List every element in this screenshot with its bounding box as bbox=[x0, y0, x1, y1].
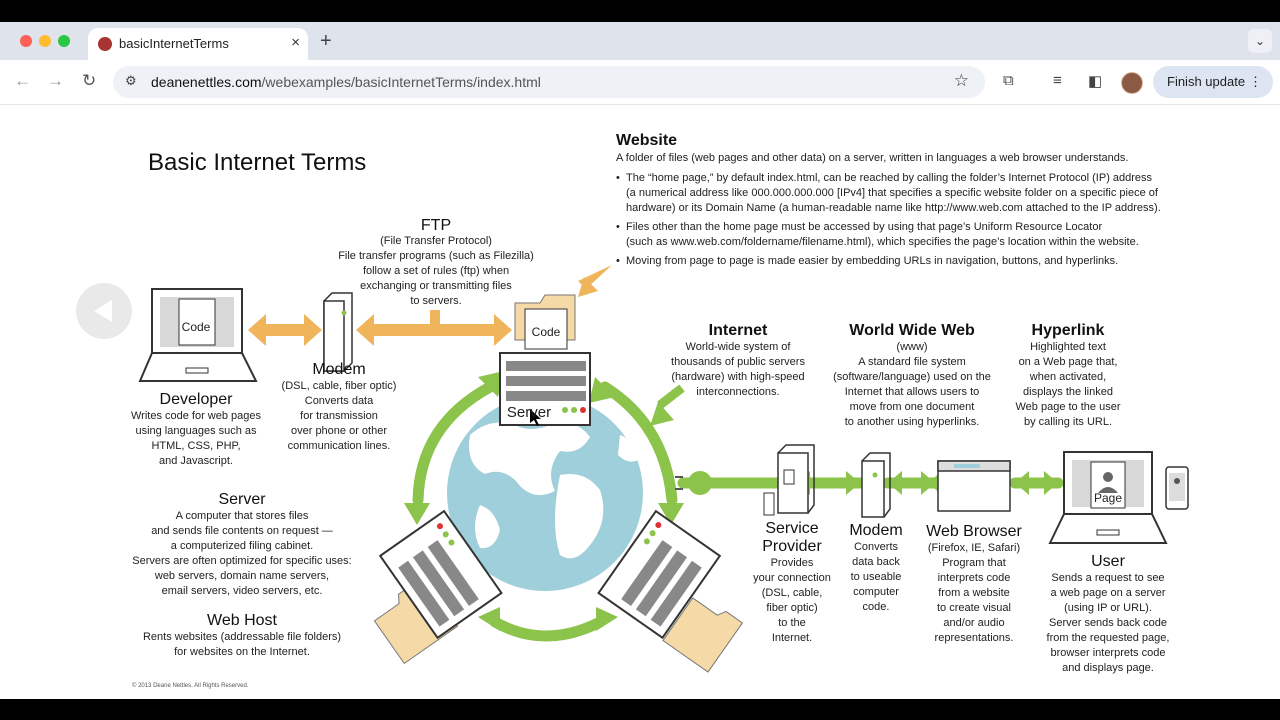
isp-line: fiber optic) bbox=[766, 602, 818, 614]
website-desc: A folder of files (web pages and other data) on a server, written in languages a web browser understands. bbox=[616, 152, 1129, 164]
hyperlink-line: on a Web page that, bbox=[1018, 356, 1118, 368]
modem-right-line: Converts bbox=[853, 541, 899, 553]
server-label: Server bbox=[506, 404, 552, 421]
site-settings-icon[interactable]: ⚙ bbox=[125, 73, 137, 88]
www-title: World Wide Web bbox=[849, 322, 975, 339]
previous-slide-button[interactable] bbox=[76, 283, 132, 339]
hyperlink-line: Web page to the user bbox=[1015, 401, 1121, 413]
url-text[interactable] bbox=[151, 74, 541, 90]
internet-line: (hardware) with high-speed bbox=[671, 371, 805, 383]
browser-line: and/or audio bbox=[943, 617, 1005, 629]
back-icon[interactable]: ← bbox=[14, 71, 31, 90]
www-line: to another using hyperlinks. bbox=[844, 416, 980, 428]
user-line: a web page on a server bbox=[1050, 587, 1166, 599]
developer-line: HTML, CSS, PHP, bbox=[151, 440, 241, 452]
browser-line: to create visual bbox=[937, 602, 1011, 614]
modem-left-line: Converts data bbox=[304, 395, 374, 407]
developer-title: Developer bbox=[159, 391, 233, 408]
tab-title: basicInternetTerms bbox=[119, 36, 229, 51]
tab-close-icon[interactable]: × bbox=[291, 34, 300, 51]
reload-icon[interactable]: ↻ bbox=[82, 71, 97, 90]
isp-line: Internet. bbox=[771, 632, 813, 644]
isp-title: Service bbox=[765, 520, 819, 537]
www-line: move from one document bbox=[849, 401, 975, 413]
page-label: Page bbox=[1093, 491, 1123, 505]
address-bar[interactable] bbox=[113, 66, 985, 98]
server-line: Servers are often optimized for specific uses: bbox=[132, 555, 352, 567]
close-window-dot[interactable] bbox=[20, 35, 32, 47]
browser-line: (Firefox, IE, Safari) bbox=[927, 542, 1021, 554]
url-host: deanenettles.com bbox=[151, 74, 262, 90]
reading-list-icon[interactable]: ≡ bbox=[1053, 72, 1062, 89]
internet-title: Internet bbox=[708, 322, 768, 339]
modem-left-title: Modem bbox=[312, 361, 366, 378]
internet-line: thousands of public servers bbox=[671, 356, 805, 368]
page-content: Basic Internet Terms Website A folder of files (web pages and other data) on a server, written in languages a web browser understands. • The “home page,” by default index.html, can be reached by calling the folder’s Internet Protocol (IP) address (a numerical address like 000.000.000.000 [IPv4] that specifies a specific website folder on a specific piece of hardware) or its Domain Name (a human-readable name like http://www.web.com attached to the IP address). • Files other than the home page must be accessed by using that page’s Uniform Resource Locator (such as www.web.com/foldername/filename.html), which specifies the page’s location within the website. • Moving from page to page is made easier by embedding URLs in navigation, buttons, and hyperlinks. FTP (File Transfer Protocol) File transfer programs (such as Filezilla) follow a set of rules (ftp) when exchanging or transmitting files to servers. Code Code Server Page Developer Writes code for web pages using languages such as HTML, CSS, PHP, and Javascript. Modem (DSL, cable, fiber optic) Converts data for transmission over phone or other communication lines. Server A computer that stores files and sends file contents on request — a computerized filing cabinet. Servers are often optimized for specific uses: web servers, domain name servers, email servers, video servers, etc. Web Host Rents websites (addressable file folders) for websites on the Internet. Internet World-wide system of thousands of public servers (hardware) with high-speed interconnections. World Wide Web (www) A standard file system (software/language) used on the Internet that allows users to move from one document to another using hyperlinks. Hyperlink Highlighted text on a Web page that, when activated, displays the linked Web page to the user by calling its URL. Service Provider Provides your connection (DSL, cable, fiber optic) to the Internet. Modem Converts data back to useable computer code. Web Browser (Firefox, IE, Safari) Program that interprets code from a website to create visual and/or audio representations. User Sends a request to see a web page on a server (using IP or URL). Server sends back code from the requested page, browser interprets code and displays page. © 2013 Deane Nettles. All Rights Reserved. bbox=[0, 105, 1280, 699]
bullet-line: (such as www.web.com/foldername/filename.html), which specifies the page’s location within the website. bbox=[626, 236, 1139, 248]
modem-left-line: for transmission bbox=[300, 410, 378, 422]
user-line: browser interprets code bbox=[1050, 647, 1166, 659]
server-line: web servers, domain name servers, bbox=[154, 570, 330, 582]
profile-avatar[interactable] bbox=[1121, 72, 1143, 94]
bullet-line: Moving from page to page is made easier by embedding URLs in navigation, buttons, and hyperlinks. bbox=[626, 255, 1119, 267]
browser-line: Program that bbox=[942, 557, 1006, 569]
tab-basic-internet-terms[interactable] bbox=[88, 28, 308, 60]
kebab-menu-icon[interactable]: ⋮ bbox=[1249, 74, 1262, 89]
website-title: Website bbox=[616, 132, 678, 149]
toolbar bbox=[0, 60, 1280, 105]
browser-title: Web Browser bbox=[926, 523, 1022, 540]
ftp-line: File transfer programs (such as Filezilla) bbox=[338, 250, 534, 262]
tab-search-dropdown-icon[interactable]: ⌄ bbox=[1248, 29, 1272, 53]
isp-line: Provides bbox=[770, 557, 814, 569]
code-label: Code bbox=[531, 325, 561, 339]
server-line: and sends file contents on request — bbox=[151, 525, 333, 537]
developer-line: using languages such as bbox=[135, 425, 257, 437]
ftp-title: FTP bbox=[420, 217, 452, 234]
ftp-line: to servers. bbox=[410, 295, 462, 307]
developer-line: Writes code for web pages bbox=[130, 410, 262, 422]
user-line: (using IP or URL). bbox=[1064, 602, 1152, 614]
previous-arrow-icon bbox=[76, 283, 132, 339]
modem-left-line: over phone or other bbox=[290, 425, 387, 437]
server-line: email servers, video servers, etc. bbox=[161, 585, 323, 597]
www-line: (www) bbox=[896, 341, 928, 353]
developer-line: and Javascript. bbox=[159, 455, 233, 467]
url-path: /webexamples/basicInternetTerms/index.html bbox=[261, 74, 541, 90]
isp-line: your connection bbox=[753, 572, 831, 584]
webhost-line: Rents websites (addressable file folders) bbox=[142, 631, 342, 643]
user-line: Server sends back code bbox=[1048, 617, 1167, 629]
modem-right-line: data back bbox=[852, 556, 900, 568]
hyperlink-line: Highlighted text bbox=[1030, 341, 1106, 353]
browser-line: interprets code bbox=[937, 572, 1011, 584]
developer-laptop-icon bbox=[140, 289, 256, 381]
copyright: © 2013 Deane Nettles. All Rights Reserved. bbox=[132, 683, 249, 689]
modem-right-line: code. bbox=[862, 601, 890, 613]
user-line: Sends a request to see bbox=[1051, 572, 1165, 584]
hyperlink-line: displays the linked bbox=[1023, 386, 1113, 398]
extensions-icon[interactable]: ⧉ bbox=[1003, 72, 1014, 89]
www-line: (software/language) used on the bbox=[833, 371, 991, 383]
browser-line: from a website bbox=[938, 587, 1010, 599]
modem-left-line: communication lines. bbox=[287, 440, 391, 452]
forward-icon[interactable]: → bbox=[47, 71, 64, 90]
bullet-line: Files other than the home page must be accessed by using that page’s Uniform Resource Locator bbox=[626, 221, 1103, 233]
internet-line: World-wide system of bbox=[685, 341, 791, 353]
diagram-title: Basic Internet Terms bbox=[148, 149, 367, 176]
isp-line: (DSL, cable, bbox=[761, 587, 823, 599]
minimize-window-dot[interactable] bbox=[39, 35, 51, 47]
modem-right-line: to useable bbox=[850, 571, 902, 583]
www-line: Internet that allows users to bbox=[844, 386, 980, 398]
www-line: A standard file system bbox=[858, 356, 966, 368]
bullet-line: The “home page,” by default index.html, can be reached by calling the folder’s Internet Protocol (IP) address bbox=[626, 172, 1153, 184]
server-title: Server bbox=[218, 491, 266, 508]
finish-update-label: Finish update bbox=[1167, 74, 1246, 89]
finish-update-button[interactable] bbox=[1153, 66, 1273, 98]
phone-icon bbox=[1166, 467, 1188, 509]
webhost-title: Web Host bbox=[207, 612, 277, 629]
code-label: Code bbox=[181, 320, 211, 334]
hyperlink-line: when activated, bbox=[1029, 371, 1107, 383]
internet-line: interconnections. bbox=[696, 386, 780, 398]
ftp-line: (File Transfer Protocol) bbox=[380, 235, 492, 247]
new-tab-button[interactable]: + bbox=[320, 30, 332, 52]
web-browser-icon bbox=[938, 461, 1010, 511]
tab-strip bbox=[0, 22, 1280, 60]
hyperlink-title: Hyperlink bbox=[1031, 322, 1105, 339]
modem-right-line: computer bbox=[853, 586, 899, 598]
user-line: and displays page. bbox=[1062, 662, 1154, 674]
hyperlink-line: by calling its URL. bbox=[1023, 416, 1113, 428]
bullet-line: (a numerical address like 000.000.000.000 [IPv4] that specifies a specific website folder on a specific piece of bbox=[626, 187, 1158, 199]
isp-title: Provider bbox=[762, 538, 822, 555]
user-title: User bbox=[1091, 553, 1125, 570]
server-line: A computer that stores files bbox=[175, 510, 309, 522]
modem-right-title: Modem bbox=[849, 522, 903, 539]
zoom-window-dot[interactable] bbox=[58, 35, 70, 47]
browser-window bbox=[0, 22, 1280, 699]
ftp-line: exchanging or transmitting files bbox=[360, 280, 512, 292]
favicon-icon bbox=[98, 37, 112, 51]
side-panel-icon[interactable]: ◧ bbox=[1088, 73, 1103, 90]
ftp-line: follow a set of rules (ftp) when bbox=[362, 265, 510, 277]
webhost-line: for websites on the Internet. bbox=[174, 646, 310, 658]
isp-line: to the bbox=[778, 617, 806, 629]
browser-line: representations. bbox=[934, 632, 1014, 644]
user-line: from the requested page, bbox=[1046, 632, 1170, 644]
server-line: a computerized filing cabinet. bbox=[170, 540, 314, 552]
bookmark-star-icon[interactable]: ☆ bbox=[953, 71, 969, 90]
bullet-line: hardware) or its Domain Name (a human-readable name like http://www.web.com attached to the IP address). bbox=[626, 202, 1161, 214]
modem-left-line: (DSL, cable, fiber optic) bbox=[281, 380, 397, 392]
